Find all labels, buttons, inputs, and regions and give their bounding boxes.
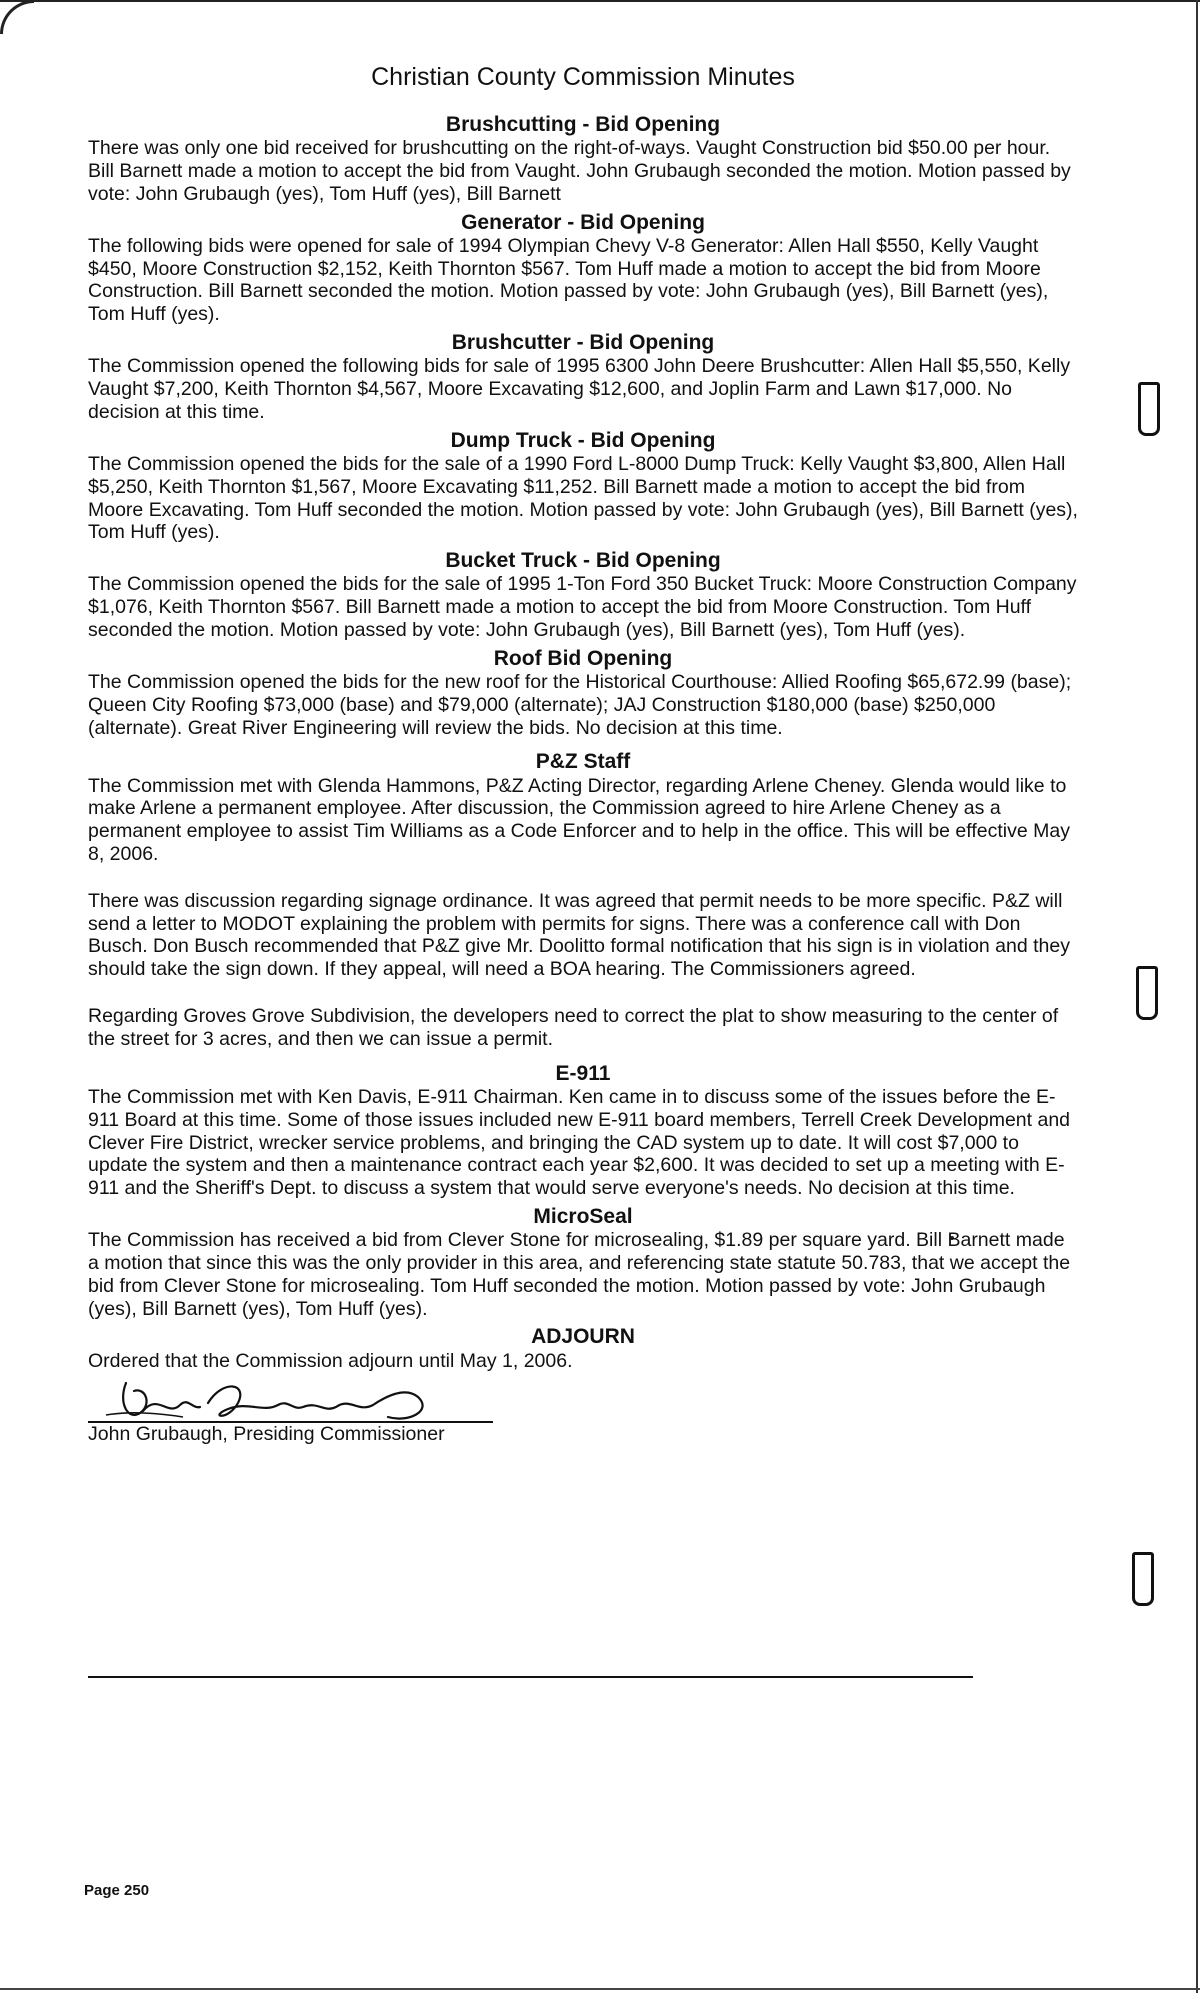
section-heading-brushcutting: Brushcutting - Bid Opening <box>445 113 721 136</box>
section-paragraph: The Commission opened the bids for the new roof for the Historical Courthouse: Allied Roofing $65,672.99 (base); Queen City Roofing $73,000 (base) and $79,000 (alternate); JAJ Construction $180,000 (base) $250,000 (alternate). Great River Engineering will review the bids. No decision at this time. <box>88 670 1072 739</box>
scan-edge-top <box>0 0 1200 2</box>
binder-hole-mark <box>1132 1552 1154 1606</box>
section-paragraph: The Commission met with Glenda Hammons, P&Z Acting Director, regarding Arlene Cheney. Glenda would like to make Arlene a permanent employee. After discussion, the Commission agreed to hire Arlene Cheney as a permanent employee to assist Tim Williams as a Code Enforcer and to help in the office. This will be effective May 8, 2006. <box>88 774 1070 865</box>
adjourn-text: Ordered that the Commission adjourn until May 1, 2006. <box>88 1349 573 1372</box>
section-paragraph: The Commission opened the bids for the sale of a 1990 Ford L-8000 Dump Truck: Kelly Vaught $3,800, Allen Hall $5,250, Keith Thornton $1,567, Moore Excavating $11,252. Bill Barnett made a motion to accept the bid from Moore Excavating. Tom Huff seconded the motion. Motion passed by vote: John Grubaugh (yes), Bill Barnett (yes), Tom Huff (yes). <box>88 452 1078 544</box>
section-heading-adjourn: ADJOURN <box>531 1325 635 1349</box>
section-heading-dump-truck: Dump Truck - Bid Opening <box>450 428 716 452</box>
section-heading-e911: E-911 <box>555 1061 611 1085</box>
scan-edge-right <box>1196 0 1198 1993</box>
minutes-document <box>88 62 1078 1453</box>
document-title: Christian County Commission Minutes <box>371 63 795 91</box>
page-number: Page 250 <box>84 1882 150 1899</box>
section-paragraph: There was only one bid received for brushcutting on the right-of-ways. Vaught Construction bid $50.00 per hour. Bill Barnett made a motion to accept the bid from Vaught. John Grubaugh seconded the motion. Motion passed by vote: John Grubaugh (yes), Tom Huff (yes), Bill Barnett <box>88 137 1071 205</box>
corner-fold <box>0 0 34 34</box>
section-heading-microseal: MicroSeal <box>533 1204 633 1228</box>
section-heading-roof: Roof Bid Opening <box>493 646 673 670</box>
section-heading-generator: Generator - Bid Opening <box>461 210 705 234</box>
section-heading-brushcutter: Brushcutter - Bid Opening <box>451 331 715 355</box>
section-paragraph: The Commission opened the following bids for sale of 1995 6300 John Deere Brushcutter: Allen Hall $5,550, Kelly Vaught $7,200, Keith Thornton $4,567, Moore Excavating $12,600, and Joplin Farm and Lawn $17,000. No decision at this time. <box>88 355 1071 423</box>
section-paragraph: The Commission has received a bid from Clever Stone for microsealing, $1.89 per square yard. Bill Barnett made a motion that since this was the only provider in this area, and referencing state statute 50.783, that we accept the bid from Clever Stone for microsealing. Tom Huff seconded the motion. Motion passed by vote: John Grubaugh (yes), Bill Barnett (yes), Tom Huff (yes). <box>88 1229 1071 1320</box>
footer-rule <box>88 1676 973 1678</box>
binder-hole-mark <box>1136 966 1158 1020</box>
scan-edge-bottom <box>0 1988 1200 1990</box>
binder-hole-mark <box>1138 382 1160 436</box>
section-paragraph: Regarding Groves Grove Subdivision, the developers need to correct the plat to show measuring to the center of the street for 3 acres, and then we can issue a permit. <box>88 1005 1059 1050</box>
section-heading-pz-staff: P&Z Staff <box>535 750 631 774</box>
section-paragraph: The following bids were opened for sale of 1994 Olympian Chevy V-8 Generator: Allen Hall $550, Kelly Vaught $450, Moore Construction $2,152, Keith Thornton $567. Tom Huff made a motion to accept the bid from Moore Construction. Bill Barnett seconded the motion. Motion passed by vote: John Grubaugh (yes), Bill Barnett (yes), Tom Huff (yes). <box>88 234 1049 326</box>
section-paragraph: The Commission opened the bids for the sale of 1995 1-Ton Ford 350 Bucket Truck: Moore Construction Company $1,076, Keith Thornton $567. Bill Barnett made a motion to accept the bid from Moore Construction. Tom Huff seconded the motion. Motion passed by vote: John Grubaugh (yes), Bill Barnett (yes), Tom Huff (yes). <box>88 573 1077 641</box>
section-paragraph: The Commission met with Ken Davis, E-911 Chairman. Ken came in to discuss some of the issues before the E-911 Board at this time. Some of those issues included new E-911 board members, Terrell Creek Development and Clever Fire District, wrecker service problems, and bringing the CAD system up to date. It will cost $7,000 to update the system and then a maintenance contract each year $2,600. It was decided to set up a meeting with E-911 and the Sheriff's Dept. to discuss a system that would serve everyone's needs. No decision at this time. <box>88 1085 1071 1200</box>
section-paragraph: There was discussion regarding signage ordinance. It was agreed that permit needs to be more specific. P&Z will send a letter to MODOT explaining the problem with permits for signs. There was a conference call with Don Busch. Don Busch recommended that P&Z give Mr. Doolitto formal notification that his sign is in violation and they should take the sign down. If they appeal, will need a BOA hearing. The Commissioners agreed. <box>88 889 1070 981</box>
signature-block <box>88 1373 508 1453</box>
signatory-name: John Grubaugh, Presiding Commissioner <box>88 1422 445 1445</box>
section-heading-bucket-truck: Bucket Truck - Bid Opening <box>445 549 721 573</box>
